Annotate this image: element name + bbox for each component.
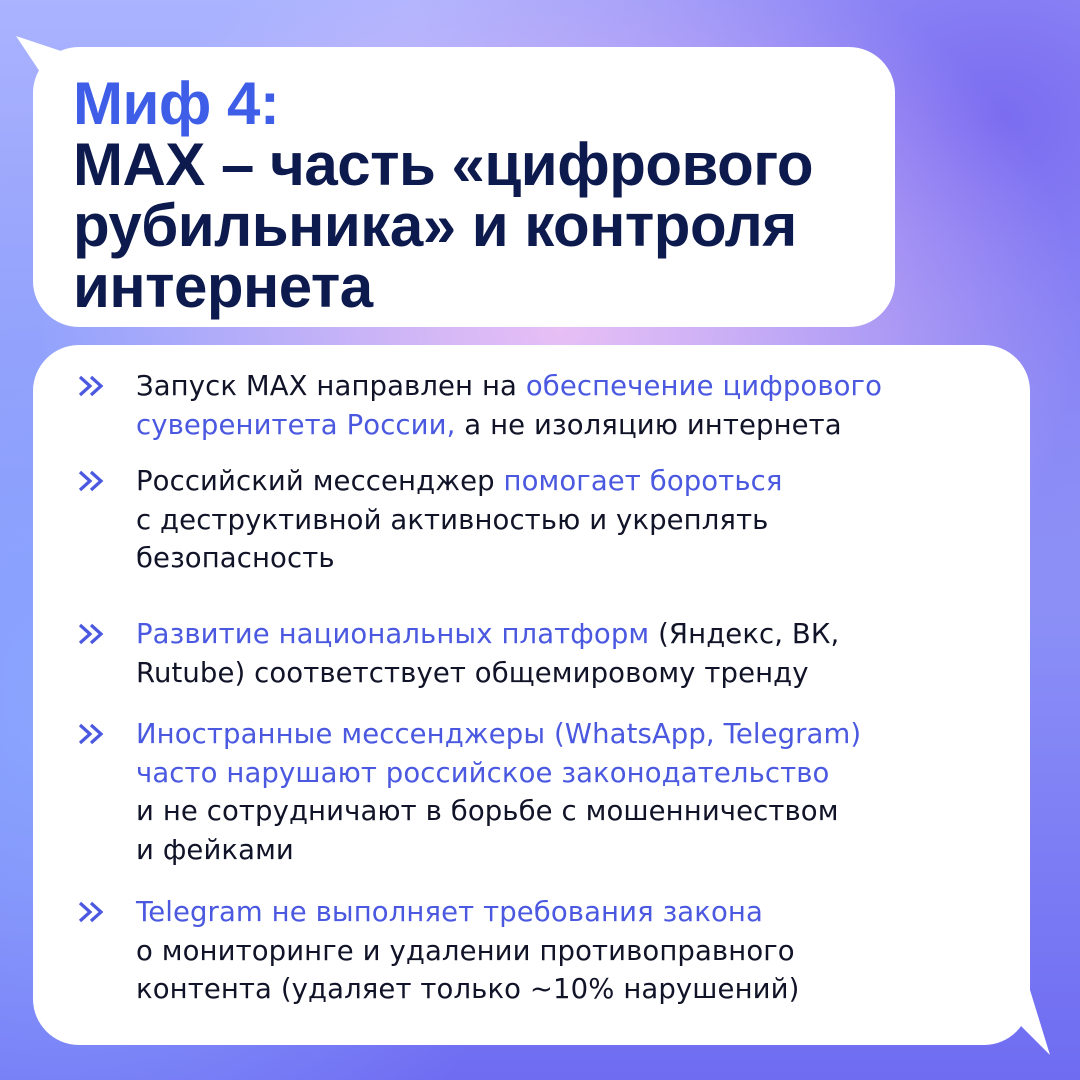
text-segment: Российский мессенджер <box>136 465 504 497</box>
title-line: интернета <box>73 253 373 320</box>
title-area <box>33 47 895 327</box>
highlighted-text: часто нарушают российское законодательство <box>136 756 830 789</box>
highlighted-text: Развитие национальных платформ <box>136 618 650 650</box>
highlighted-text: помогает бороться <box>503 465 783 497</box>
highlighted-text: Telegram не выполняет требования закона <box>136 896 763 928</box>
highlighted-text: суверенитета России, <box>136 408 456 441</box>
speech-bubble-tail-icon <box>985 990 1050 1055</box>
double-chevron-right-icon <box>78 375 108 397</box>
bullet-text <box>136 367 1016 444</box>
text-segment: контента (удаляет только ~10% нарушений) <box>136 973 800 1005</box>
bullet-text <box>136 893 1016 1009</box>
bullet-text <box>136 715 1016 869</box>
text-segment: и фейками <box>136 833 294 866</box>
title-myth-number: Миф 4: <box>73 70 280 137</box>
text-segment: (Яндекс, ВК, <box>649 618 840 650</box>
title-line: MAX – часть «цифрового <box>73 131 814 198</box>
double-chevron-right-icon <box>78 723 108 745</box>
text-segment: безопасность <box>136 542 335 574</box>
bullet-text <box>136 462 1016 578</box>
text-segment: и не сотрудничают в борьбе с мошенничеством <box>136 795 839 827</box>
text-segment: с деструктивной активностью и укреплять <box>136 503 769 536</box>
title-line: рубильника» и контроля <box>73 192 797 259</box>
double-chevron-right-icon <box>78 901 108 923</box>
text-segment: Rutube) соответствует общемировому тренду <box>136 656 809 689</box>
text-segment: о мониторинге и удалении противоправного <box>136 934 795 967</box>
bullet-text <box>136 615 1016 692</box>
highlighted-text: обеспечение цифрового <box>525 370 883 402</box>
double-chevron-right-icon <box>78 623 108 645</box>
page-title <box>73 70 814 320</box>
highlighted-text: Иностранные мессенджеры (WhatsApp, Telegram) <box>136 718 862 750</box>
double-chevron-right-icon <box>78 470 108 492</box>
text-segment: Запуск MAX направлен на <box>136 370 526 402</box>
text-segment: а не изоляцию интернета <box>455 408 842 441</box>
content-bubble <box>33 345 1030 1045</box>
